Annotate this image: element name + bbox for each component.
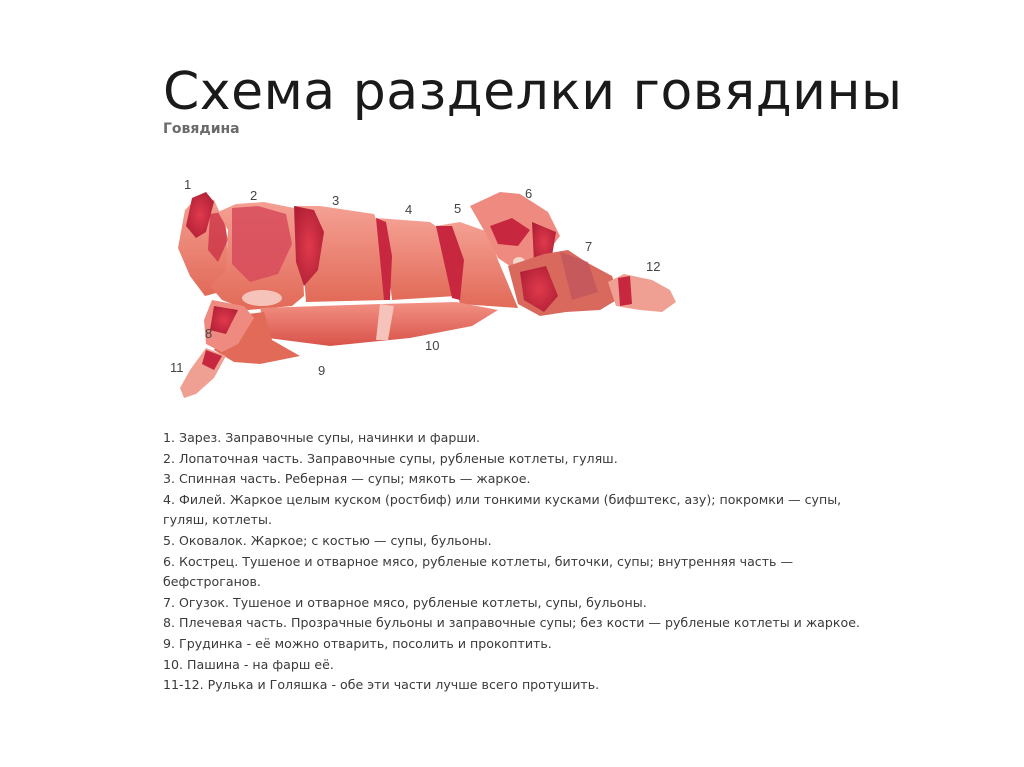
part-label-2: 2 [250,188,258,203]
legend-item-2: 2. Лопаточная часть. Заправочные супы, рубленые котлеты, гуляш. [163,450,618,466]
part-label-8: 8 [205,326,213,341]
cut-legend [163,428,883,696]
legend-item-5: 5. Оковалок. Жаркое; с костью — супы, бульоны. [163,532,492,548]
legend-item-11-12: 11-12. Рулька и Голяшка - обе эти части лучше всего протушить. [163,677,600,693]
legend-item-3: 3. Спинная часть. Реберная — супы; мякоть — жаркое. [163,471,531,487]
legend-item-7: 7. Огузок. Тушеное и отварное мясо, рубленые котлеты, супы, бульоны. [163,594,647,610]
part-label-7: 7 [585,239,593,254]
part-label-9: 9 [318,363,326,378]
part-label-12: 12 [646,259,661,274]
cut-segment-11 [180,348,226,398]
part-label-5: 5 [454,201,462,216]
cut-segment-3 [294,206,388,302]
legend-item-6: 6. Кострец. Тушеное и отварное мясо, рубленые котлеты, биточки, супы; внутренняя часть — бефстроганов. [163,553,794,590]
part-label-10: 10 [425,338,440,353]
cut-segment-10 [260,302,498,346]
cut-segment-12 [608,274,676,312]
part-label-6: 6 [525,186,533,201]
legend-item-10: 10. Пашина - на фарш её. [163,656,334,672]
slide-title: Схема разделки говядины [163,62,903,122]
part-label-3: 3 [332,193,340,208]
legend-item-9: 9. Грудинка - её можно отварить, посолить и прокоптить. [163,635,552,651]
part-label-11: 11 [170,360,184,375]
legend-item-1: 1. Зарез. Заправочные супы, начинки и фарши. [163,430,481,445]
part-label-1: 1 [184,177,192,192]
legend-item-8: 8. Плечевая часть. Прозрачные бульоны и заправочные супы; без кости — рубленые котлеты и жаркое. [163,615,860,631]
part-label-4: 4 [405,202,413,217]
figure-heading: Говядина [163,121,240,137]
legend-item-4: 4. Филей. Жаркое целым куском (ростбиф) или тонкими кусками (бифштекс, азу); покромки — супы, гуляш, котлеты. [163,491,842,528]
